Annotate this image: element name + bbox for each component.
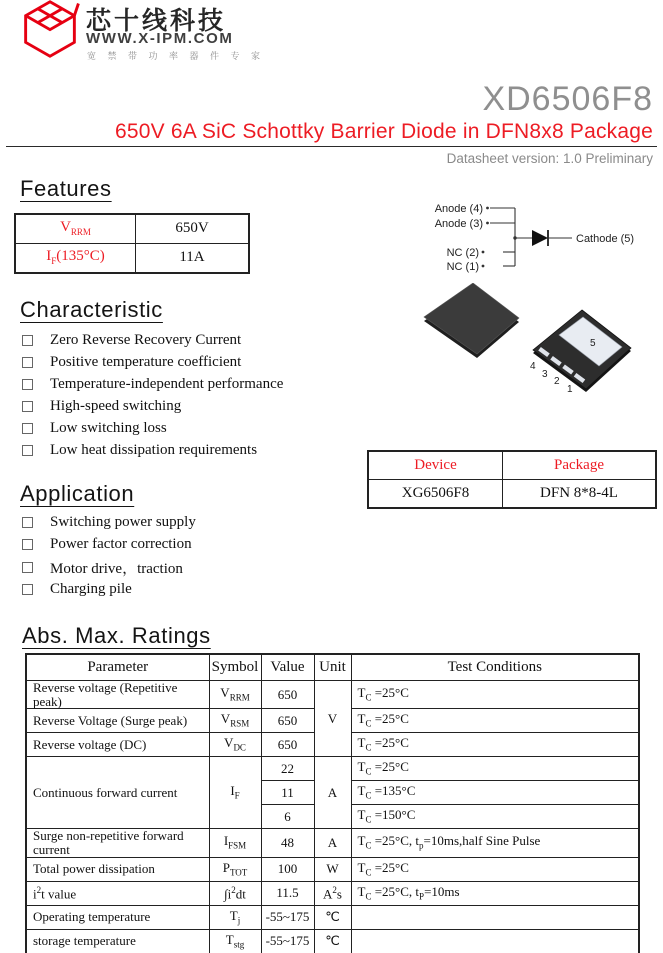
unit-cell: ℃ bbox=[314, 929, 351, 953]
param-cell: Continuous forward current bbox=[26, 757, 209, 829]
device-cell: XG6506F8 bbox=[368, 480, 503, 509]
table-row bbox=[26, 929, 639, 953]
pin-label-nc1: NC (1) bbox=[446, 261, 479, 273]
list-item bbox=[22, 556, 196, 579]
abs-max-ratings-table bbox=[25, 653, 640, 953]
header-value: Value bbox=[261, 654, 314, 681]
value-cell: -55~175 bbox=[261, 929, 314, 953]
checkbox-icon bbox=[22, 562, 33, 573]
list-item bbox=[22, 351, 283, 373]
list-item-label: Charging pile bbox=[50, 581, 132, 598]
list-item bbox=[22, 417, 283, 439]
checkbox-icon bbox=[22, 539, 33, 550]
cond-cell: $T_C =25^\circ C$, $t_p=10ms,half$ Sine Pulse bbox=[351, 829, 639, 857]
checkbox-icon bbox=[22, 379, 33, 390]
table-header-row bbox=[368, 451, 656, 480]
header-unit: Unit bbox=[314, 654, 351, 681]
symbol-cell: $V_{RSM}$ bbox=[209, 709, 261, 733]
checkbox-icon bbox=[22, 335, 33, 346]
table-row bbox=[26, 905, 639, 929]
param-cell: Surge non-repetitive forward current bbox=[26, 829, 209, 857]
symbol-cell: $I_F(135^\circ C)$ bbox=[15, 244, 136, 274]
symbol-cell: $I_F$ bbox=[209, 757, 261, 829]
pin-label-anode3: Anode (3) bbox=[434, 218, 483, 230]
list-item bbox=[22, 579, 196, 602]
characteristic-heading: Characteristic bbox=[20, 297, 163, 322]
diode-schematic bbox=[400, 195, 660, 285]
value-cell: 11 bbox=[261, 781, 314, 805]
list-item bbox=[22, 439, 283, 461]
pin-number-4: 4 bbox=[530, 361, 536, 372]
cond-cell: $T_C =150^\circ C$ bbox=[351, 805, 639, 829]
pin-number-3: 3 bbox=[542, 369, 548, 380]
application-list bbox=[22, 511, 196, 601]
features-table bbox=[14, 213, 250, 274]
header-divider bbox=[6, 146, 657, 147]
unit-cell: A bbox=[314, 829, 351, 857]
checkbox-icon bbox=[22, 584, 33, 595]
checkbox-icon bbox=[22, 445, 33, 456]
list-item bbox=[22, 395, 283, 417]
symbol-cell: $T_j$ bbox=[209, 905, 261, 929]
list-item-label: Motor drive，traction bbox=[50, 560, 183, 577]
unit-cell: A bbox=[314, 757, 351, 829]
list-item bbox=[22, 534, 196, 557]
symbol-cell: $\int i^2dt$ bbox=[209, 881, 261, 905]
device-header: Device bbox=[368, 451, 503, 480]
cond-cell bbox=[351, 905, 639, 929]
symbol-cell: $I_{FSM}$ bbox=[209, 829, 261, 857]
package-top-view bbox=[424, 283, 519, 354]
list-item-label: Power factor correction bbox=[50, 536, 192, 553]
product-subtitle: 650V 6A SiC Schottky Barrier Diode in DFN8x8 Package bbox=[115, 120, 653, 143]
datasheet-version: Datasheet version: 1.0 Preliminary bbox=[446, 151, 653, 166]
table-row bbox=[26, 857, 639, 881]
cond-cell: $T_C =25^\circ C$ bbox=[351, 733, 639, 757]
company-name: 芯十线科技 bbox=[86, 7, 227, 35]
value-cell: 6 bbox=[261, 805, 314, 829]
checkbox-icon bbox=[22, 423, 33, 434]
value-cell: 48 bbox=[261, 829, 314, 857]
header-parameter: Parameter bbox=[26, 654, 209, 681]
pin-number-1: 1 bbox=[567, 384, 573, 395]
list-item-label: Temperature-independent performance bbox=[50, 375, 284, 392]
checkbox-icon bbox=[22, 357, 33, 368]
pin-label-anode4: Anode (4) bbox=[434, 203, 483, 215]
value-cell: 650 bbox=[261, 733, 314, 757]
features-heading: Features bbox=[20, 176, 112, 201]
param-cell: storage temperature bbox=[26, 929, 209, 953]
symbol-cell: $T_{stg}$ bbox=[209, 929, 261, 953]
pin-label-cathode: Cathode (5) bbox=[576, 233, 635, 245]
package-header: Package bbox=[503, 451, 657, 480]
list-item-label: Switching power supply bbox=[50, 513, 196, 530]
cond-cell: $T_C =25^\circ C$ bbox=[351, 857, 639, 881]
cond-cell: $T_C =25^\circ C$ bbox=[351, 681, 639, 709]
table-row bbox=[26, 829, 639, 857]
pin-label-nc2: NC (2) bbox=[446, 247, 479, 259]
symbol-cell: $V_{RRM}$ bbox=[209, 681, 261, 709]
cond-cell: $T_C =25^\circ C$ bbox=[351, 757, 639, 781]
param-cell: $i^2t$ value bbox=[26, 881, 209, 905]
list-item bbox=[22, 329, 283, 351]
table-row bbox=[26, 757, 639, 781]
list-item-label: Zero Reverse Recovery Current bbox=[50, 331, 242, 348]
checkbox-icon bbox=[22, 401, 33, 412]
device-package-table bbox=[367, 450, 657, 509]
param-cell: Operating temperature bbox=[26, 905, 209, 929]
value-cell: 100 bbox=[261, 857, 314, 881]
checkbox-icon bbox=[22, 517, 33, 528]
package-cell: DFN 8*8-4L bbox=[503, 480, 657, 509]
table-row bbox=[26, 881, 639, 905]
list-item-label: Low heat dissipation requirements bbox=[50, 441, 258, 458]
list-item bbox=[22, 511, 196, 534]
symbol-cell: $V_{RRM}$ bbox=[15, 214, 136, 244]
unit-cell: ℃ bbox=[314, 905, 351, 929]
unit-cell: V bbox=[314, 681, 351, 757]
pad-number-5: 5 bbox=[590, 338, 596, 349]
table-row bbox=[15, 244, 249, 274]
param-cell: Reverse voltage (DC) bbox=[26, 733, 209, 757]
company-logo-icon bbox=[20, 0, 80, 58]
list-item-label: High-speed switching bbox=[50, 397, 182, 414]
unit-cell: W bbox=[314, 857, 351, 881]
company-website: WWW.X-IPM.COM bbox=[86, 30, 234, 47]
header-symbol: Symbol bbox=[209, 654, 261, 681]
value-cell: 650 bbox=[261, 709, 314, 733]
ratings-heading: Abs. Max. Ratings bbox=[22, 623, 211, 648]
list-item-label: Positive temperature coefficient bbox=[50, 353, 242, 370]
param-cell: Reverse Voltage (Surge peak) bbox=[26, 709, 209, 733]
symbol-cell: $V_{DC}$ bbox=[209, 733, 261, 757]
package-3d-views bbox=[400, 283, 660, 410]
characteristic-list bbox=[22, 329, 283, 461]
table-header-row bbox=[26, 654, 639, 681]
diode-symbol-icon bbox=[532, 230, 548, 246]
part-number-title: XD6506F8 bbox=[482, 80, 653, 118]
table-row bbox=[26, 681, 639, 709]
cond-cell: $T_C =135^\circ C$ bbox=[351, 781, 639, 805]
symbol-cell: $P_{TOT}$ bbox=[209, 857, 261, 881]
param-cell: Total power dissipation bbox=[26, 857, 209, 881]
unit-cell: $A^2s$ bbox=[314, 881, 351, 905]
pin-number-2: 2 bbox=[554, 376, 560, 387]
header-test-conditions: Test Conditions bbox=[351, 654, 639, 681]
list-item-label: Low switching loss bbox=[50, 419, 167, 436]
value-cell: -55~175 bbox=[261, 905, 314, 929]
list-item bbox=[22, 373, 283, 395]
value-cell: 650 bbox=[261, 681, 314, 709]
value-cell: 11A bbox=[136, 244, 250, 274]
company-tagline: 宽 禁 带 功 率 器 件 专 家 bbox=[87, 51, 265, 61]
value-cell: 11.5 bbox=[261, 881, 314, 905]
cond-cell: $T_C =25^\circ C$, $t_P=10ms$ bbox=[351, 881, 639, 905]
cond-cell bbox=[351, 929, 639, 953]
cond-cell: $T_C =25^\circ C$ bbox=[351, 709, 639, 733]
value-cell: 650V bbox=[136, 214, 250, 244]
application-heading: Application bbox=[20, 481, 135, 506]
table-row bbox=[15, 214, 249, 244]
table-row bbox=[368, 480, 656, 509]
param-cell: Reverse voltage (Repetitive peak) bbox=[26, 681, 209, 709]
value-cell: 22 bbox=[261, 757, 314, 781]
